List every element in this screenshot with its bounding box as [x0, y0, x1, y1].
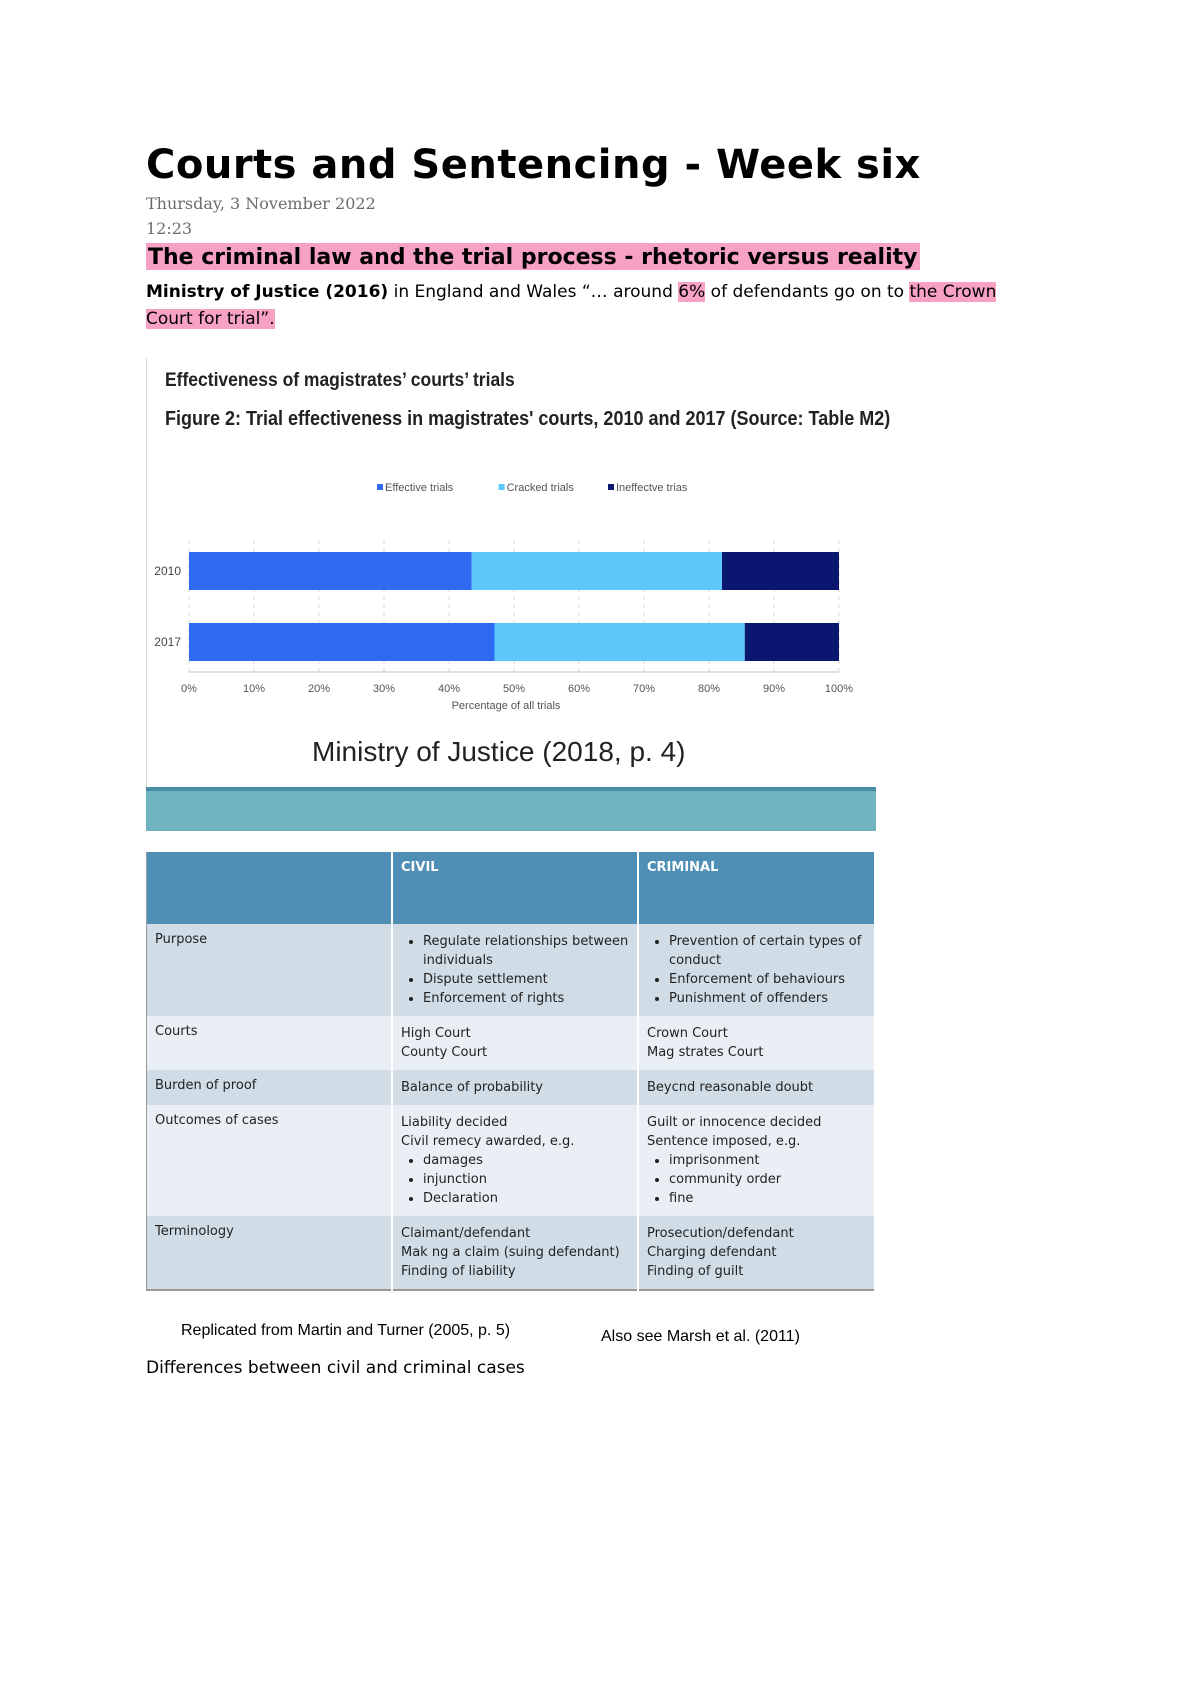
table-caption-source: Replicated from Martin and Turner (2005, p. 5) — [181, 1322, 511, 1339]
civil-bullet-item: • damages — [423, 1151, 629, 1170]
chart-bar — [722, 552, 839, 590]
criminal-cell — [638, 1016, 875, 1070]
civil-cell-line: Balance of probability — [401, 1080, 544, 1095]
row-label: Burden of proof — [147, 1070, 393, 1105]
category-label: 2017 — [154, 635, 181, 649]
x-tick-label: 80% — [697, 683, 721, 695]
civil-cell-line: Liability decided — [401, 1115, 508, 1130]
intro-highlight-crown-court: the Crown Court for trial”. — [146, 282, 997, 329]
x-tick-label: 90% — [762, 683, 786, 695]
criminal-cell — [638, 1070, 875, 1105]
x-tick-label: 70% — [632, 683, 656, 695]
civil-bullet-list — [401, 932, 629, 1008]
criminal-cell-line: Finding of guilt — [647, 1264, 744, 1279]
civil-cell — [392, 924, 638, 1016]
chart-heading: Effectiveness of magistrates’ courts’ trials — [165, 370, 515, 391]
row-label: Courts — [147, 1016, 393, 1070]
table-header-civil: CIVIL — [392, 852, 638, 924]
chart-bar — [745, 623, 839, 661]
chart-figure — [146, 358, 891, 798]
criminal-bullet-item: • Enforcement of behaviours — [669, 970, 866, 989]
table-caption-see-also: Also see Marsh et al. (2011) — [601, 1328, 800, 1345]
x-tick-label: 20% — [307, 683, 331, 695]
chart-bar — [472, 552, 722, 590]
table-row — [147, 924, 876, 1016]
table-title: Differences between civil and criminal cases — [146, 1358, 525, 1378]
criminal-bullet-item: • fine — [669, 1189, 866, 1208]
intro-text-1: in England and Wales “… around — [388, 282, 679, 302]
legend-swatch — [608, 484, 614, 490]
decorative-band — [146, 787, 876, 831]
criminal-cell — [638, 1105, 875, 1216]
note-time: 12:23 — [146, 219, 193, 238]
civil-bullet-list — [401, 1151, 629, 1208]
row-label: Purpose — [147, 924, 393, 1016]
row-label: Terminology — [147, 1216, 393, 1290]
intro-citation: Ministry of Justice (2016) — [146, 282, 389, 302]
x-tick-label: 10% — [242, 683, 266, 695]
criminal-cell — [638, 924, 875, 1016]
criminal-cell-line: Guilt or innocence decided — [647, 1115, 822, 1130]
criminal-bullet-item: • Punishment of offenders — [669, 989, 866, 1008]
trial-effectiveness-chart — [147, 440, 877, 730]
civil-cell — [392, 1105, 638, 1216]
note-date: Thursday, 3 November 2022 — [146, 194, 376, 213]
criminal-cell-line: Sentence imposed, e.g. — [647, 1134, 801, 1149]
table-row — [147, 1216, 876, 1290]
civil-cell-line: High Court — [401, 1026, 471, 1041]
x-tick-label: 60% — [567, 683, 591, 695]
x-tick-label: 30% — [372, 683, 396, 695]
intro-highlight-percent: 6% — [678, 282, 706, 302]
criminal-bullet-item: • Prevention of certain types of conduct — [669, 932, 866, 970]
page-title: Courts and Sentencing - Week six — [146, 142, 921, 188]
civil-bullet-item: • Declaration — [423, 1189, 629, 1208]
criminal-bullet-item: • community order — [669, 1170, 866, 1189]
criminal-bullet-list — [647, 932, 866, 1008]
criminal-cell-line: Crown Court — [647, 1026, 728, 1041]
civil-cell-line: County Court — [401, 1045, 488, 1060]
civil-bullet-item: • Dispute settlement — [423, 970, 629, 989]
x-tick-label: 50% — [502, 683, 526, 695]
category-label: 2010 — [154, 564, 181, 578]
table-header-criminal: CRIMINAL — [638, 852, 875, 924]
civil-bullet-item: • Regulate relationships between individuals — [423, 932, 629, 970]
civil-cell-line: Finding of liability — [401, 1264, 516, 1279]
civil-cell — [392, 1070, 638, 1105]
legend-swatch — [499, 484, 505, 490]
civil-cell — [392, 1016, 638, 1070]
table-row — [147, 1070, 876, 1105]
x-tick-label: 100% — [824, 683, 854, 695]
civil-cell — [392, 1216, 638, 1290]
chart-bar — [189, 623, 495, 661]
civil-cell-line: Civil remecy awarded, e.g. — [401, 1134, 575, 1149]
intro-text-2: of defendants go on to — [705, 282, 910, 302]
table-header-blank — [147, 852, 393, 924]
section-heading: The criminal law and the trial process - rhetoric versus reality — [148, 245, 918, 270]
chart-source-caption: Ministry of Justice (2018, p. 4) — [312, 736, 686, 767]
x-tick-label: 40% — [437, 683, 461, 695]
chart-bar — [189, 552, 472, 590]
chart-bar — [495, 623, 745, 661]
civil-criminal-table — [146, 852, 876, 1291]
criminal-cell-line: Charging defendant — [647, 1245, 777, 1260]
table-row — [147, 1016, 876, 1070]
criminal-bullet-list — [647, 1151, 866, 1208]
legend-swatch — [377, 484, 383, 490]
x-axis-label: Percentage of all trials — [451, 700, 561, 712]
criminal-bullet-item: • imprisonment — [669, 1151, 866, 1170]
civil-cell-line: Claimant/defendant — [401, 1226, 531, 1241]
civil-cell-line: Mak ng a claim (suing defendant) — [401, 1245, 620, 1260]
intro-paragraph — [146, 279, 1026, 333]
table-header-row — [147, 852, 876, 924]
row-label: Outcomes of cases — [147, 1105, 393, 1216]
criminal-cell-line: Beycnd reasonable doubt — [647, 1080, 814, 1095]
table-row — [147, 1105, 876, 1216]
criminal-cell — [638, 1216, 875, 1290]
legend-label: Ineffectve trias — [616, 482, 688, 494]
legend-label: Cracked trials — [506, 482, 574, 494]
civil-bullet-item: • Enforcement of rights — [423, 989, 629, 1008]
civil-bullet-item: • injunction — [423, 1170, 629, 1189]
criminal-cell-line: Prosecution/defendant — [647, 1226, 794, 1241]
x-tick-label: 0% — [181, 683, 197, 695]
criminal-cell-line: Mag strates Court — [647, 1045, 764, 1060]
chart-subheading: Figure 2: Trial effectiveness in magistrates' courts, 2010 and 2017 (Source: Table M2) — [165, 408, 891, 430]
legend-label: Effective trials — [385, 482, 454, 494]
